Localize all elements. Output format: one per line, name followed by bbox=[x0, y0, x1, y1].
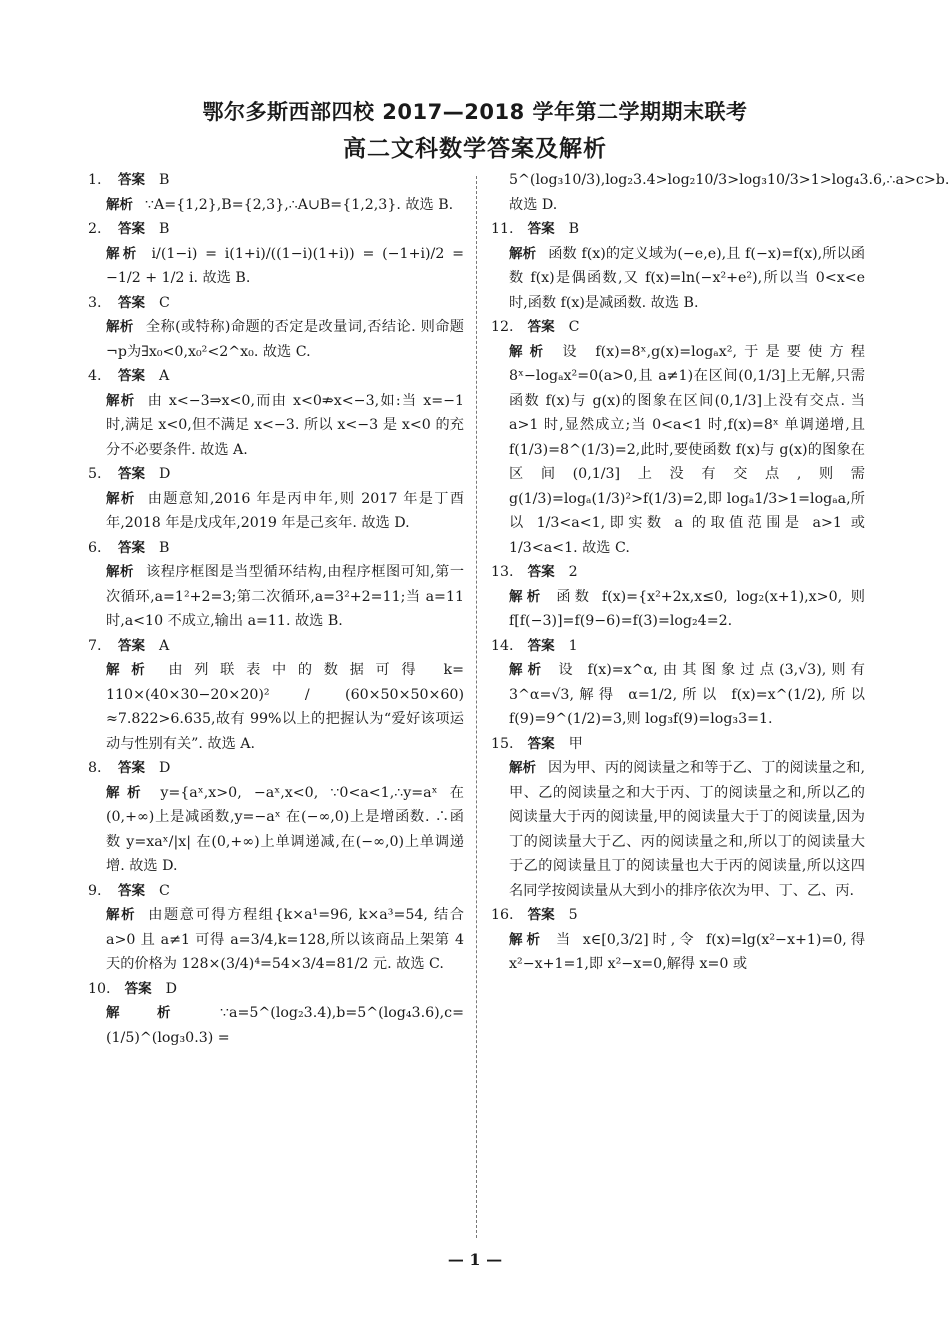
answer-label: 答案 bbox=[527, 319, 555, 335]
answer-line bbox=[491, 560, 865, 585]
answer-label: 答案 bbox=[527, 637, 555, 654]
answer-line bbox=[88, 217, 464, 242]
explanation bbox=[491, 242, 865, 316]
question-number: 16. bbox=[491, 907, 514, 923]
explanation-text: 函数 f(x)的定义域为(−e,e),且 f(−x)=f(x),所以函数 f(x)是偶函数,又 f(x)=ln(−x²+e²),所以当 0<x<e 时,函数 f(x)是减函数. 故选 B. bbox=[509, 245, 866, 311]
answer-line bbox=[491, 217, 865, 242]
question-item bbox=[491, 732, 865, 904]
explanation bbox=[88, 389, 464, 463]
explanation-text: 因为甲、丙的阅读量之和等于乙、丁的阅读量之和,甲、乙的阅读量之和大于丙、丁的阅读量之和,所以乙的阅读量大于丙的阅读量,甲的阅读量大于丁的阅读量,因为丁的阅读量大于乙、丙的阅读量之和,所以丁的阅读量大于乙的阅读量且丁的阅读量也大于丙的阅读量,所以这四名同学按阅读量从大到小的排序依次为甲、丁、乙、丙. bbox=[509, 760, 865, 899]
explanation bbox=[88, 242, 464, 291]
explanation bbox=[88, 487, 464, 536]
question-number: 11. bbox=[491, 221, 514, 237]
explain-label: 解析 bbox=[106, 392, 136, 409]
explanation bbox=[88, 903, 464, 977]
explanation-text: ∵A={1,2},B={2,3},∴A∪B={1,2,3}. 故选 B. bbox=[145, 196, 454, 213]
question-number: 12. bbox=[491, 319, 514, 335]
explanation-text: 由 x<−3⇒x<0,而由 x<0⇏x<−3,如:当 x=−1 时,满足 x<0,但不满足 x<−3. 所以 x<−3 是 x<0 的充分不必要条件. 故选 A. bbox=[106, 392, 464, 458]
answer-label: 答案 bbox=[118, 637, 145, 654]
answer-line bbox=[88, 977, 464, 1002]
explanation bbox=[491, 658, 865, 732]
question-item bbox=[491, 217, 865, 315]
explain-label: 解析 bbox=[509, 343, 551, 360]
left-column bbox=[88, 168, 464, 1050]
answer-label: 答案 bbox=[118, 882, 145, 899]
question-item bbox=[491, 315, 865, 560]
explanation bbox=[491, 756, 865, 903]
answer-label: 答案 bbox=[118, 221, 145, 237]
page-title: 鄂尔多斯西部四校 2017—2018 学年第二学期期末联考 bbox=[202, 100, 748, 124]
explain-label: 解析 bbox=[509, 760, 537, 776]
answer-value: D bbox=[159, 466, 171, 482]
question-item bbox=[88, 462, 464, 536]
continuation-text: 5^(log₃10/3),log₂3.4>log₂10/3>log₃10/3>1>log₄3.6,∴a>c>b. 故选 D. bbox=[509, 172, 950, 213]
explanation bbox=[491, 585, 865, 634]
question-number: 13. bbox=[491, 564, 514, 580]
answer-value: A bbox=[159, 368, 170, 384]
question-number: 2. bbox=[88, 221, 102, 237]
answer-line bbox=[491, 634, 865, 659]
answer-label: 答案 bbox=[527, 221, 555, 237]
answer-line bbox=[88, 634, 464, 659]
explanation bbox=[88, 315, 464, 364]
right-column bbox=[491, 168, 950, 977]
question-number: 6. bbox=[88, 539, 102, 556]
answer-label: 答案 bbox=[118, 539, 145, 556]
answer-line bbox=[88, 879, 464, 904]
question-item bbox=[88, 364, 464, 462]
explanation-text: y={aˣ,x>0, −aˣ,x<0, ∵0<a<1,∴y=aˣ 在(0,+∞)上是减函数,y=−aˣ 在(−∞,0)上是增函数. ∴函数 y=xaˣ/|x| 在(0,+∞)上单调递减,在(−∞,0)上单调递增. 故选 D. bbox=[106, 784, 464, 874]
answer-line bbox=[88, 291, 464, 316]
explanation-text: 设 f(x)=x^α,由其图象过点(3,√3),则有 3^α=√3,解得 α=1/2,所以 f(x)=x^(1/2),所以 f(9)=9^(1/2)=3,则 log₃f(9)=log₃3=1. bbox=[509, 662, 865, 727]
question-item bbox=[88, 977, 464, 1051]
answer-label: 答案 bbox=[527, 564, 555, 580]
explain-label: 解析 bbox=[509, 931, 544, 948]
answer-label: 答案 bbox=[527, 907, 555, 923]
question-number: 5. bbox=[88, 466, 102, 482]
answer-value: 5 bbox=[568, 907, 578, 923]
explanation-text: 设 f(x)=8ˣ,g(x)=logₐx²,于是要使方程 8ˣ−logₐx²=0(a>0,且 a≠1)在区间(0,1/3]上无解,只需函数 f(x)与 g(x)的图象在区间(0,1/3]上没有交点. 当 a>1 时,显然成立;当 0<a<1 时,f(x)=8ˣ 单调递增,且 f(1/3)=8^(1/3)=2,此时,要使函数 f(x)与 g(x)的图象在区间(0,1/3]上没有交点,则需 g(1/3)=logₐ(1/3)²>f(1/3)=2,即 logₐ1/3>1=logₐa,所以 1/3<a<1,即实数 a 的取值范围是 a>1 或 1/3<a<1. 故选 C. bbox=[509, 343, 865, 556]
question-item bbox=[88, 756, 464, 879]
answer-value: B bbox=[159, 172, 170, 188]
question-item bbox=[491, 634, 865, 732]
answer-value: 2 bbox=[568, 564, 578, 580]
question-item bbox=[88, 217, 464, 291]
question-item bbox=[88, 536, 464, 634]
answer-value: A bbox=[159, 637, 170, 654]
question-item bbox=[88, 291, 464, 365]
question-number: 10. bbox=[88, 980, 111, 997]
explain-label: 解析 bbox=[106, 564, 135, 580]
answer-value: 1 bbox=[568, 637, 578, 654]
explanation bbox=[88, 193, 464, 218]
page-subtitle: 高二文科数学答案及解析 bbox=[343, 136, 607, 162]
answer-value: D bbox=[159, 760, 171, 776]
explanation-text: 该程序框图是当型循环结构,由程序框图可知,第一次循环,a=1²+2=3;第二次循环,a=3²+2=11;当 a=11 时,a<10 不成立,输出 a=11. 故选 B. bbox=[106, 564, 465, 629]
explanation-text: 由题意可得方程组{k×a¹=96, k×a³=54, 结合 a>0 且 a≠1 可得 a=3/4,k=128,所以该商品上架第 4 天的价格为 128×(3/4)⁴=54×3/4=81/2 元. 故选 C. bbox=[106, 907, 464, 972]
explanation-text: 由列联表中的数据可得 k= 110×(40×30−20×20)² / (60×50×50×60) ≈7.822>6.635,故有 99%以上的把握认为“爱好该项运动与性别有关”. 故选 A. bbox=[106, 662, 464, 752]
answer-line bbox=[491, 903, 865, 928]
explain-label: 解析 bbox=[106, 784, 149, 801]
answer-label: 答案 bbox=[118, 368, 145, 384]
answer-value: C bbox=[159, 882, 170, 899]
question-number: 14. bbox=[491, 637, 514, 654]
explanation-text: ∵a=5^(log₂3.4),b=5^(log₄3.6),c=(1/5)^(log₃0.3) = bbox=[106, 1005, 464, 1046]
explanation-text: 全称(或特称)命题的否定是改量词,否结论. 则命题¬p为∃x₀<0,x₀²<2^x₀. 故选 C. bbox=[106, 319, 464, 360]
explain-label: 解析 bbox=[106, 196, 133, 213]
question-number: 9. bbox=[88, 882, 102, 899]
answer-label: 答案 bbox=[527, 735, 555, 752]
answer-value: B bbox=[159, 539, 170, 556]
answer-line bbox=[88, 364, 464, 389]
explanation bbox=[491, 340, 865, 561]
answer-line bbox=[88, 168, 464, 193]
answer-value: B bbox=[159, 221, 170, 237]
explanation bbox=[88, 1001, 464, 1050]
answer-label: 答案 bbox=[118, 172, 145, 188]
answer-value: D bbox=[165, 980, 177, 997]
answer-line bbox=[88, 536, 464, 561]
answer-line bbox=[491, 732, 865, 757]
question-item bbox=[88, 168, 464, 217]
explain-label: 解析 bbox=[106, 907, 137, 923]
answer-label: 答案 bbox=[124, 980, 152, 997]
explanation bbox=[491, 928, 865, 977]
answer-label: 答案 bbox=[118, 294, 145, 311]
question-number: 8. bbox=[88, 760, 102, 776]
explanation bbox=[88, 658, 464, 756]
explanation bbox=[88, 781, 464, 879]
answer-line bbox=[88, 756, 464, 781]
explanation bbox=[88, 560, 464, 634]
answer-line bbox=[88, 462, 464, 487]
question-number: 7. bbox=[88, 637, 102, 654]
explain-label: 解析 bbox=[509, 662, 547, 678]
question-number: 1. bbox=[88, 172, 102, 188]
explanation-text: 函数 f(x)={x²+2x,x≤0, log₂(x+1),x>0, 则 f[f(−3)]=f(9−6)=f(3)=log₂4=2. bbox=[509, 588, 865, 629]
answer-value: C bbox=[568, 319, 580, 335]
explain-label: 解析 bbox=[106, 319, 134, 335]
question-item bbox=[88, 879, 464, 977]
answer-line bbox=[491, 315, 865, 340]
answer-label: 答案 bbox=[118, 760, 145, 776]
right-column-items bbox=[491, 217, 865, 977]
answer-value: B bbox=[568, 221, 580, 237]
explain-label: 解析 bbox=[106, 245, 140, 262]
question-number: 4. bbox=[88, 368, 102, 384]
question-item bbox=[491, 903, 865, 977]
explain-label: 解析 bbox=[509, 245, 537, 262]
explanation-text: i/(1−i) = i(1+i)/((1−i)(1+i)) = (−1+i)/2 = −1/2 + 1/2 i. 故选 B. bbox=[106, 245, 464, 286]
explanation-text: 当 x∈[0,3/2]时,令 f(x)=lg(x²−x+1)=0,得 x²−x+1=1,即 x²−x=0,解得 x=0 或 bbox=[509, 931, 866, 972]
question-item bbox=[88, 634, 464, 757]
explain-label: 解析 bbox=[106, 490, 136, 507]
question-item bbox=[491, 560, 865, 634]
question-number: 3. bbox=[88, 294, 102, 311]
answer-value: C bbox=[159, 294, 170, 311]
column-divider bbox=[476, 176, 477, 1238]
question-number: 15. bbox=[491, 735, 514, 752]
explain-label: 解析 bbox=[106, 662, 157, 678]
explain-label: 解析 bbox=[106, 1005, 208, 1021]
answer-value: 甲 bbox=[568, 735, 583, 752]
explain-label: 解析 bbox=[509, 588, 545, 605]
answer-label: 答案 bbox=[118, 466, 145, 482]
page-number: — 1 — bbox=[447, 1250, 503, 1269]
explanation-text: 由题意知,2016 年是丙申年,则 2017 年是丁酉年,2018 年是戊戌年,2019 年是己亥年. 故选 D. bbox=[106, 490, 465, 531]
